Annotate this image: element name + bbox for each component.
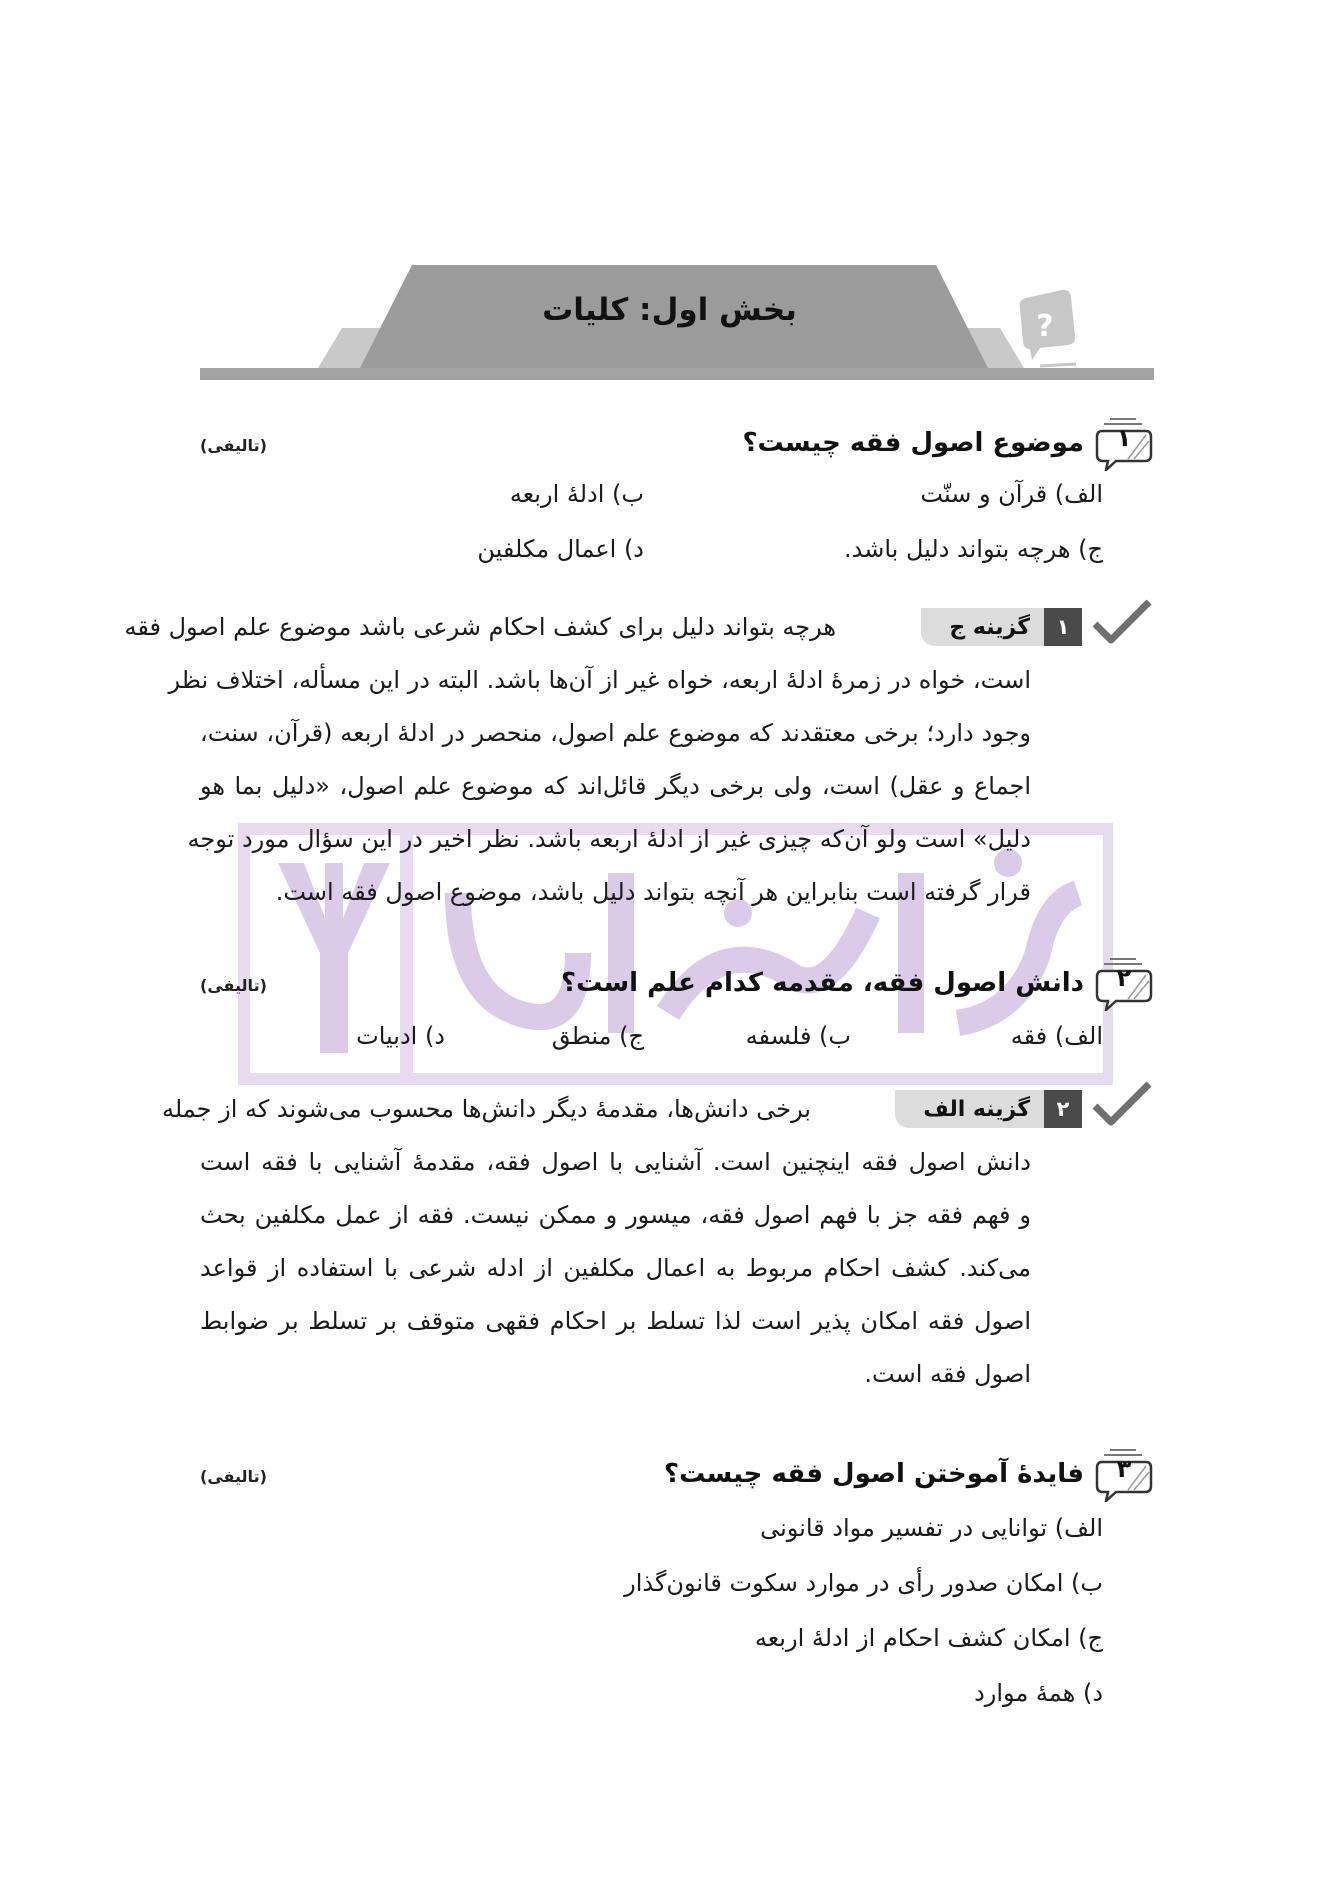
explanation-line: اصول فقه است. bbox=[864, 1360, 1031, 1388]
option-d: د) ادبیات bbox=[356, 1022, 445, 1050]
question-number: ۲ bbox=[1116, 964, 1132, 992]
question-number: ۳ bbox=[1116, 1455, 1132, 1483]
explanation-line: هرچه بتواند دلیل برای کشف احکام شرعی باشد موضوع علم اصول فقه bbox=[124, 613, 836, 641]
section-header bbox=[0, 0, 1339, 390]
explanation-line: وجود دارد؛ برخی معتقدند که موضوع علم اصول، منحصر در ادلهٔ اربعه (قرآن، سنت، bbox=[200, 719, 1031, 747]
question-2-header bbox=[561, 955, 1154, 1011]
explanation-line: است، خواه در زمرهٔ ادلهٔ اربعه، خواه غیر از آن‌ها باشد. البته در این مسأله، اختلاف نظر bbox=[168, 666, 1031, 694]
question-text: موضوع اصول فقه چیست؟ bbox=[742, 428, 1084, 458]
answer-number: ۲ bbox=[1044, 1090, 1082, 1128]
question-3-header bbox=[664, 1446, 1154, 1502]
checkmark-icon bbox=[1091, 596, 1153, 648]
answer-label: گزینه الف bbox=[895, 1090, 1044, 1128]
question-number-badge bbox=[1094, 955, 1154, 1011]
question-text: دانش اصول فقه، مقدمه کدام علم است؟ bbox=[560, 968, 1084, 998]
option-c: ج) هرچه بتواند دلیل باشد. bbox=[844, 535, 1103, 563]
option-c: ج) امکان کشف احکام از ادلهٔ اربعه bbox=[754, 1624, 1103, 1652]
option-a: الف) توانایی در تفسیر مواد قانونی bbox=[760, 1514, 1103, 1542]
question-source: (تالیفی) bbox=[200, 976, 267, 995]
option-b: ب) فلسفه bbox=[745, 1022, 851, 1050]
question-number-badge bbox=[1094, 415, 1154, 471]
option-b: ب) امکان صدور رأی در موارد سکوت قانون‌گذار bbox=[624, 1569, 1103, 1597]
answer-1-explanation bbox=[124, 601, 1031, 919]
option-c: ج) منطق bbox=[551, 1022, 644, 1050]
explanation-line: اجماع و عقل) است، ولی برخی دیگر قائل‌اند که موضوع علم اصول، «دلیل بما هو bbox=[200, 772, 1031, 800]
option-b: ب) ادلهٔ اربعه bbox=[509, 480, 644, 508]
answer-number: ۱ bbox=[1044, 608, 1082, 646]
option-a: الف) فقه bbox=[1010, 1022, 1103, 1050]
question-source: (تالیفی) bbox=[200, 436, 267, 455]
question-1-header bbox=[742, 415, 1154, 471]
question-number: ۱ bbox=[1116, 424, 1132, 452]
header-shape bbox=[0, 0, 1339, 390]
question-text: فایدهٔ آموختن اصول فقه چیست؟ bbox=[664, 1459, 1084, 1489]
option-a: الف) قرآن و سنّت bbox=[920, 480, 1103, 508]
option-d: د) همهٔ موارد bbox=[974, 1679, 1103, 1707]
explanation-line: دانش اصول فقه اینچنین است. آشنایی با اصول فقه، مقدمهٔ آشنایی با فقه است bbox=[200, 1148, 1031, 1176]
section-title: بخش اول: کلیات bbox=[542, 292, 797, 328]
answer-2-explanation bbox=[161, 1083, 1031, 1401]
explanation-line: اصول فقه امکان پذیر است لذا تسلط بر احکام فقهی متوقف بر تسلط بر ضوابط bbox=[200, 1307, 1031, 1335]
question-source: (تالیفی) bbox=[200, 1467, 267, 1486]
svg-text:?: ? bbox=[1036, 309, 1054, 344]
explanation-line: برخی دانش‌ها، مقدمهٔ دیگر دانش‌ها محسوب می‌شوند که از جمله bbox=[161, 1095, 811, 1123]
explanation-line: می‌کند. کشف احکام مربوط به اعمال مکلفین از ادله شرعی با استفاده از قواعد bbox=[200, 1254, 1031, 1282]
answer-label: گزینه ج bbox=[921, 608, 1044, 646]
explanation-line: دلیل» است ولو آن‌که چیزی غیر از ادلهٔ اربعه باشد. نظر اخیر در این سؤال مورد توجه bbox=[187, 825, 1031, 853]
explanation-line: و فهم فقه جز با فهم اصول فقه، میسور و ممکن نیست. فقه از عمل مکلفین بحث bbox=[200, 1201, 1031, 1229]
checkmark-icon bbox=[1091, 1078, 1153, 1130]
explanation-line: قرار گرفته است بنابراین هر آنچه بتواند دلیل باشد، موضوع اصول فقه است. bbox=[275, 878, 1031, 906]
question-number-badge bbox=[1094, 1446, 1154, 1502]
option-d: د) اعمال مکلفین bbox=[477, 535, 644, 563]
